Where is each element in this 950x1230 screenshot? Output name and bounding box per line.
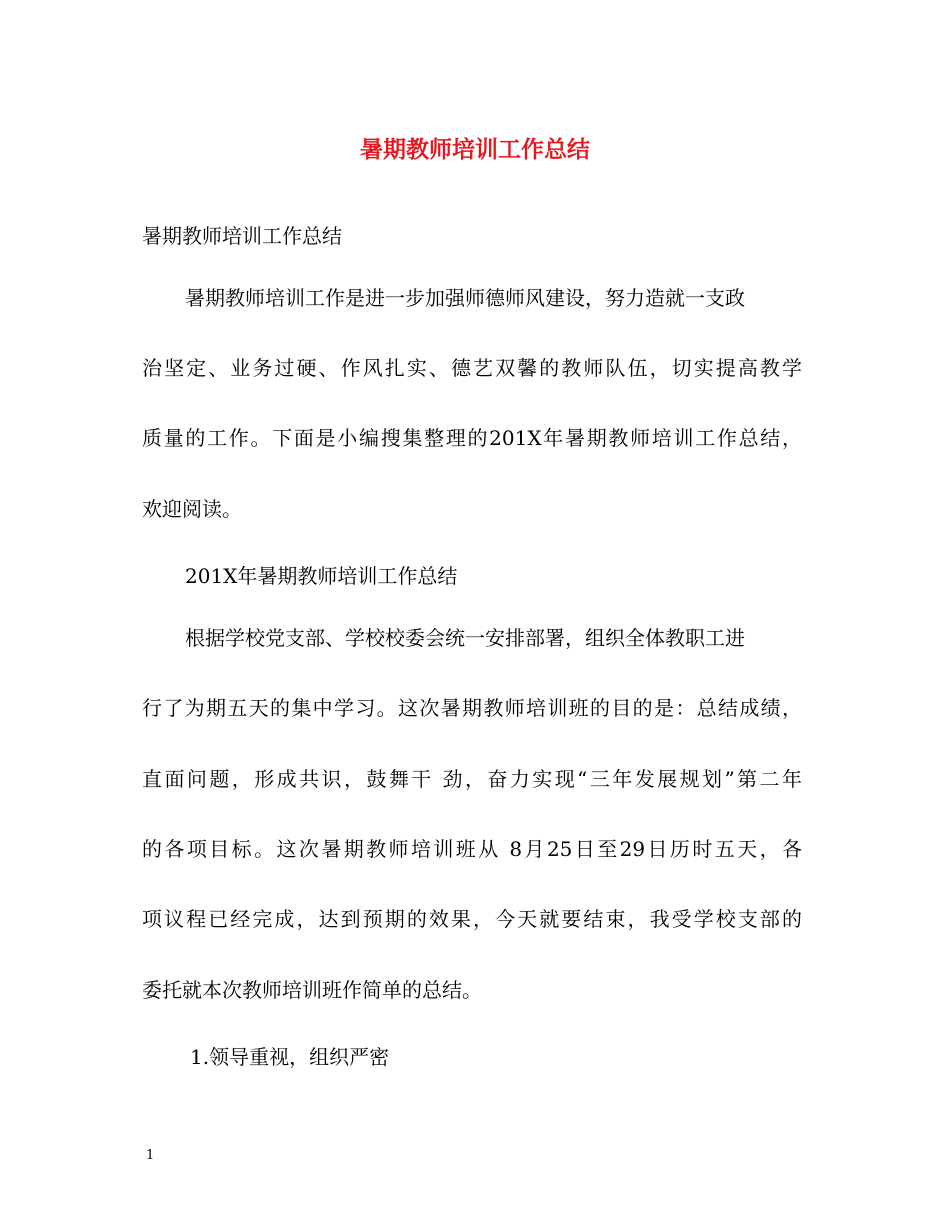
paragraph-2-line-3: 直面问题，形成共识，鼓舞干 劲，奋力实现“三年发展规划”第二年 xyxy=(142,767,802,791)
document-subtitle: 暑期教师培训工作总结 xyxy=(142,224,342,248)
section-heading: 201X年暑期教师培训工作总结 xyxy=(185,564,458,588)
paragraph-1-line-1: 暑期教师培训工作是进一步加强师德师风建设，努力造就一支政 xyxy=(185,286,745,310)
paragraph-2-line-4: 的各项目标。这次暑期教师培训班从 8月25日至29日历时五天，各 xyxy=(142,837,802,861)
paragraph-1-line-2: 治坚定、业务过硬、作风扎实、德艺双馨的教师队伍，切实提高教学 xyxy=(142,356,802,380)
list-item-1: 1.领导重视，组织严密 xyxy=(190,1045,390,1069)
page-number: 1 xyxy=(146,1148,155,1163)
paragraph-2-line-1: 根据学校党支部、学校校委会统一安排部署，组织全体教职工进 xyxy=(185,626,745,650)
paragraph-2-line-2: 行了为期五天的集中学习。这次暑期教师培训班的目的是：总结成绩， xyxy=(142,696,802,720)
paragraph-1-line-3: 质量的工作。下面是小编搜集整理的201X年暑期教师培训工作总结， xyxy=(142,426,802,450)
paragraph-2-line-6: 委托就本次教师培训班作简单的总结。 xyxy=(142,978,482,1002)
document-title: 暑期教师培训工作总结 xyxy=(360,136,590,163)
paragraph-1-line-4: 欢迎阅读。 xyxy=(142,497,242,521)
paragraph-2-line-5: 项议程已经完成，达到预期的效果，今天就要结束，我受学校支部的 xyxy=(142,907,802,931)
